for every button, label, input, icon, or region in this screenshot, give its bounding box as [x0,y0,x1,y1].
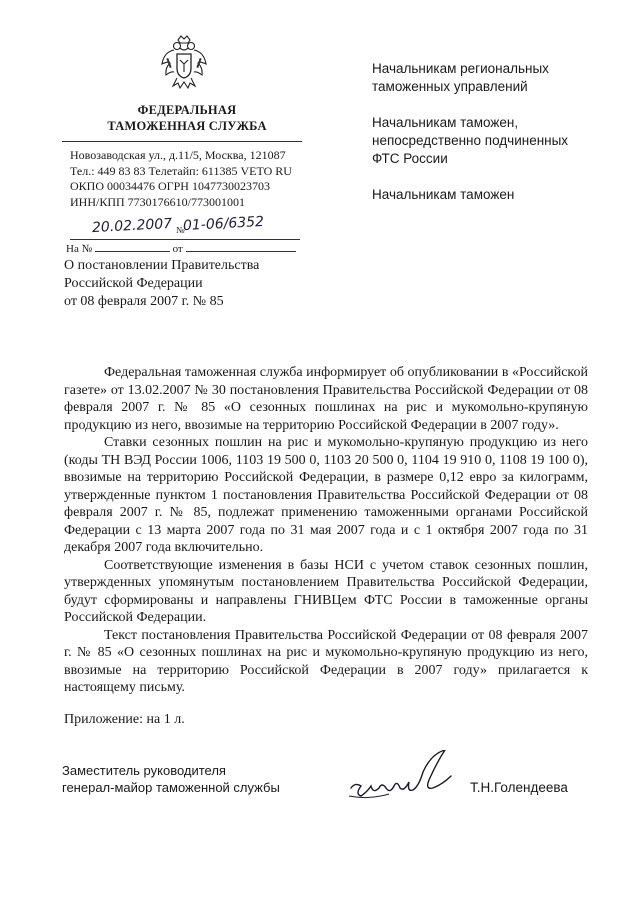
body-paragraph: Текст постановления Правительства Российской Федерации от 08 февраля 2007 г. № 85 «О сезонных пошлинах на рис и мукомольно-крупяную продукцию из него, ввозимые на территорию Российской Федерации в 2007 году» прилагается к настоящему письму. [64,627,588,695]
signer-title-line: генерал-майор таможенной службы [62,780,280,795]
letter-subject [64,257,259,311]
reference-date-label: от [172,243,183,255]
letter-body [64,364,588,697]
registration-date: 20.02.2007 [91,215,173,237]
signature-icon [345,750,465,810]
coat-of-arms-icon [160,32,208,94]
registration-underline [70,239,300,240]
sender-contacts [70,148,292,210]
registration-number-label: № [176,225,185,235]
sender-organization [92,102,282,134]
subject-line: Российской Федерации [64,276,203,291]
subject-line: от 08 февраля 2007 г. № 85 [64,294,224,309]
addressee-line: ФТС России [372,151,448,166]
sender-phones: Тел.: 449 83 83 Телетайп: 611385 VETO RU [70,163,292,178]
org-line-1: ФЕДЕРАЛЬНАЯ [137,103,237,117]
attachment-note: Приложение: на 1 л. [64,712,185,727]
reference-date-blank [186,241,296,252]
org-line-2: ТАМОЖЕННАЯ СЛУЖБА [107,119,267,133]
sender-address: Новозаводская ул., д.11/5, Москва, 121087 [70,148,286,162]
signer-title-line: Заместитель руководителя [62,763,226,778]
reference-line [66,241,296,255]
addressee-group [372,114,568,168]
addressee-line: Начальникам таможен, [372,115,519,130]
addressees-block [372,60,568,222]
signer-title [62,762,280,796]
addressee-line: непосредственно подчиненных [372,133,569,148]
addressee-line: Начальникам региональных [372,61,549,76]
subject-line: О постановлении Правительства [64,258,260,273]
body-paragraph: Федеральная таможенная служба информирует об опубликовании в «Российской газете» от 13.02.2007 № 30 постановления Правительства Российской Федерации от 08 февраля 2007 г. № 85 «О сезонных пошлинах на рис и мукомольно-крупяную продукцию из него, ввозимые на территорию Российской Федерации в 2007 году». [64,365,588,433]
reference-number-blank [95,241,170,252]
addressee-line: Начальникам таможен [372,187,515,202]
signer-name: Т.Н.Голендеева [470,780,568,795]
addressee-group [372,186,568,204]
sender-inn: ИНН/КПП 7730176610/773001001 [70,194,246,209]
org-divider [62,141,302,142]
body-paragraph: Ставки сезонных пошлин на рис и мукомольно-крупяную продукцию из него (коды ТН ВЭД России 1006, 1103 19 500 0, 1103 20 500 0, 1104 19 910 0, 1108 19 100 0), ввозимые на территорию Российской Федерации, в размере 0,12 евро за килограмм, утвержденные пунктом 1 постановления Правительства Российской Федерации от 08 февраля 2007 г. № 85, подлежат применению таможенными органами Российской Федерации с 13 марта 2007 года по 31 мая 2007 года и с 1 октября 2007 года по 31 декабря 2007 года включительно. [64,435,588,555]
addressee-group [372,60,568,96]
body-paragraph: Соответствующие изменения в базы НСИ с учетом ставок сезонных пошлин, утвержденных упомянутым постановлением Правительства Российской Федерации, будут сформированы и направлены ГНИВЦем ФТС России в таможенные органы Российской Федерации. [64,557,588,625]
registration-number: 01-06/6352 [182,213,265,235]
reference-number-label: На № [66,243,93,255]
addressee-line: таможенных управлений [372,79,528,94]
sender-okpo: ОКПО 00034476 ОГРН 1047730023703 [70,179,270,193]
